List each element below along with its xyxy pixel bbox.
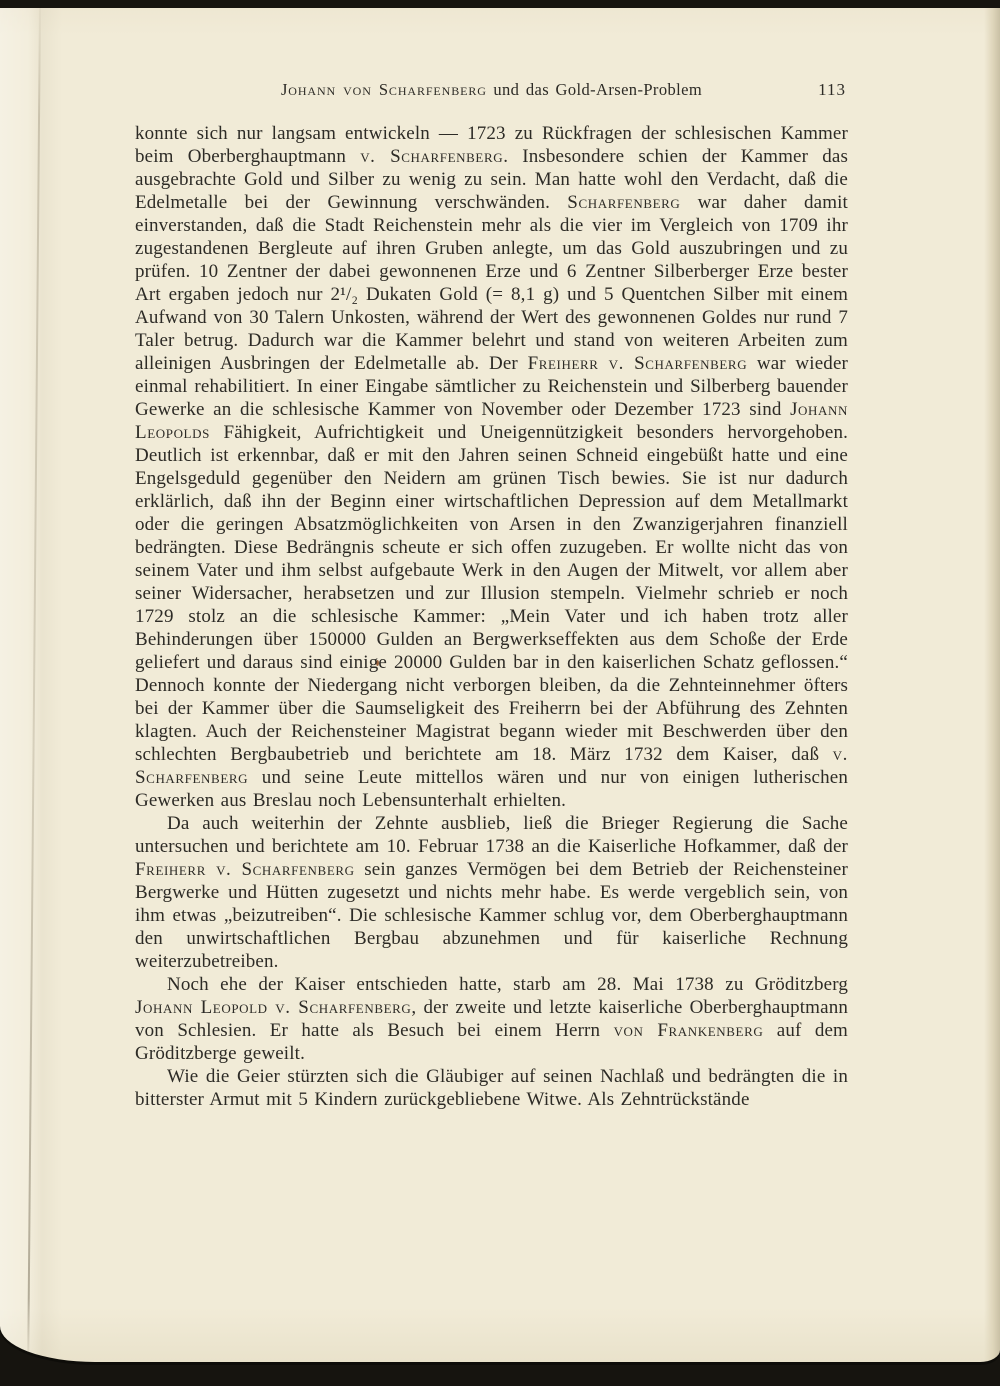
text-run: sein ganzes Vermögen bei dem Betrieb der Reichensteiner Bergwerke und Hütten zugesetzt und nichts mehr habe. Es werde vergeblich sein, von ihm etwas „beizutreiben“. Die schlesische Kammer schlug vor, dem Oberberghauptmann den unwirtschaftlichen Bergbau abzunehmen und für kaiserliche Rechnung weiterzubetreiben. (135, 859, 848, 972)
smallcaps-name-run: Freiherr v. Scharfenberg (135, 859, 355, 880)
page-number: 113 (818, 80, 846, 99)
text-run: war wieder einmal rehabilitiert. In einer Eingabe sämtlicher zu Reichenstein und Silberberg bauender Gewerke an die schlesische Kammer von November oder Dezember 1723 sind (135, 353, 849, 420)
running-header-smallcaps: Johann von Scharfenberg (280, 80, 487, 99)
smallcaps-name-run: Freiherr v. Scharfenberg (527, 353, 748, 374)
text-run: Wie die Geier stürzten sich die Gläubiger auf seinen Nachlaß und bedrängten die in bitterster Armut mit 5 Kindern zurückgebliebene Witwe. Als Zehntrückstände (135, 1066, 848, 1110)
running-header-rest: und das Gold-Arsen-Problem (486, 80, 703, 99)
running-header (135, 80, 848, 102)
paragraph (135, 122, 848, 812)
text-run: auf dem Gröditzberge geweilt. (135, 1020, 848, 1064)
text-run: Da auch weiterhin der Zehnte ausblieb, ließ die Brieger Regierung die Sache untersuchen und berichtete am 10. Februar 1738 an die Kaiserliche Hofkammer, daß der (135, 813, 848, 857)
smallcaps-name-run: Scharfenberg (567, 192, 681, 213)
text-run: . Insbesondere schien der Kammer das ausgebrachte Gold und Silber zu wenig zu sein. Man hatte wohl den Verdacht, daß die Edelmetalle bei der Gewinnung verschwänden. (135, 146, 848, 213)
text-run: Noch ehe der Kaiser entschieden hatte, starb am 28. Mai 1738 zu Gröditzberg (167, 974, 848, 995)
page-gutter-crease (27, 8, 41, 1352)
text-run: war daher damit einverstanden, daß die Stadt Reichenstein mehr als die vier im Vergleich von 1709 ihr zugestandenen Bergleute auf ihren Gruben anlegte, um das Gold auszubringen und zu prüfen. 10 Zentner der dabei gewonnenen Erze und 6 Zentner Silberberger Erze bester Art ergaben jedoch nur 2¹/₂ Dukaten Gold (= 8,1 g) und 5 Quentchen Silber mit einem Aufwand von 30 Talern Unkosten, während der Wert des gewonnenen Goldes nur rund 7 Taler betrug. Dadurch war die Kammer belehrt und stand von weiteren Arbeiten zum alleinigen Ausbringen der Edelmetalle ab. Der (135, 192, 848, 374)
text-run: Fähigkeit, Aufrichtigkeit und Uneigennützigkeit besonders hervorgehoben. Deutlich ist erkennbar, daß er mit den Jahren seinen Schneid eingebüßt hatte und eine Engelsgeduld gegenüber den Neidern am grünen Tisch bewies. Sie ist nur dadurch erklärlich, daß ihn der Beginn einer wirtschaftlichen Depression auf dem Metallmarkt oder die geringen Absatzmöglichkeiten von Arsen in den Zwanzigerjahren finanziell bedrängten. Diese Bedrängnis scheute er sich offen zuzugeben. Er wollte nicht das von seinem Vater und ihm selbst aufgebaute Werk in den Augen der Mitwelt, vor allem aber seiner Widersacher, herabsetzen und zur Illusion stempeln. Vielmehr schrieb er noch 1729 stolz an die schlesische Kammer: „Mein Vater und ich haben trotz aller Behinderungen über 150000 Gulden an Bergwerkseffekten aus dem Schoße der Erde geliefert und daraus sind einige 20000 Gulden bar in den kaiserlichen Schatz geflossen.“ Dennoch konnte der Niedergang nicht verborgen bleiben, da die Zehnteinnehmer öfters bei der Kammer über die Saumseligkeit des Freiherrn bei der Abführung des Zehnten klagten. Auch der Reichensteiner Magistrat begann wieder mit Beschwerden über den schlechten Bergbaubetrieb und berichtete am 18. März 1732 dem Kaiser, daß (135, 422, 848, 765)
paragraph (135, 812, 848, 973)
body-text (135, 122, 848, 1111)
paragraph (135, 973, 848, 1065)
paragraph (135, 1065, 848, 1111)
book-page (0, 8, 1000, 1362)
smallcaps-name-run: Johann Leopold v. Scharfenberg (135, 997, 412, 1018)
smallcaps-name-run: v. Scharfenberg (360, 146, 504, 167)
text-run: , der zweite und letzte kaiserliche Oberberghauptmann von Schlesien. Er hatte als Besuch bei einem Herrn (135, 997, 848, 1041)
text-run: und seine Leute mittellos wären und nur von einigen lutherischen Gewerken aus Breslau noch Lebensunterhalt erhielten. (135, 767, 848, 811)
smallcaps-name-run: v. Scharfenberg (135, 744, 848, 788)
smallcaps-name-run: Johann Leopolds (135, 399, 848, 443)
smallcaps-name-run: von Frankenberg (613, 1020, 764, 1041)
text-run: konnte sich nur langsam entwickeln — 1723 zu Rückfragen der schlesischen Kammer beim Oberberghauptmann (135, 123, 848, 167)
